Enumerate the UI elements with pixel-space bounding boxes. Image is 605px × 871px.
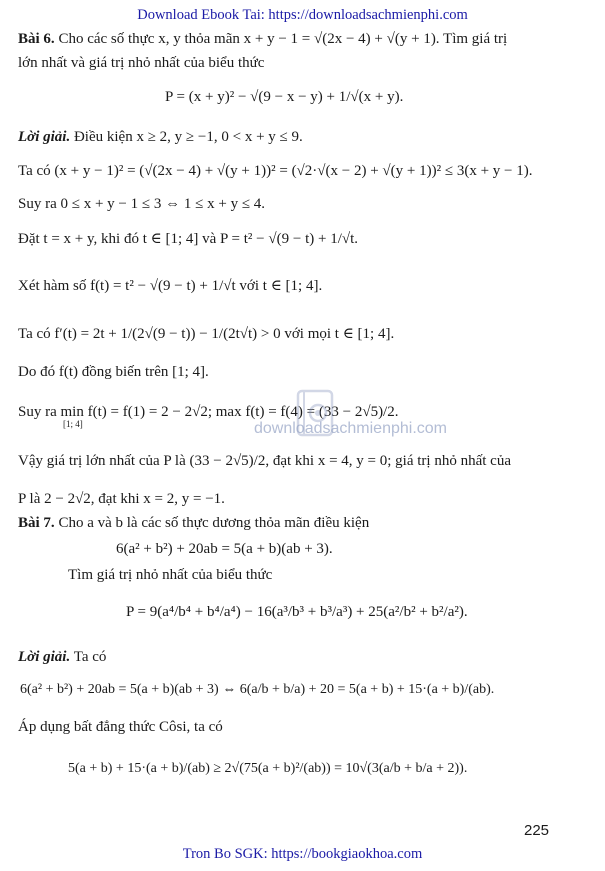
bai6-step6: Do đó f(t) đồng biến trên [1; 4]. [18, 364, 209, 380]
bai7-solution-label: Lời giải. [18, 649, 71, 665]
bai7-equation1: 6(a² + b²) + 20ab = 5(a + b)(ab + 3) ⇔ 6(a/b + b/a) + 20 = 5(a + b) + 15·(a + b)/(ab). [20, 682, 495, 697]
bai6-step7-subscript: [1; 4] [63, 419, 83, 429]
bai6-label: Bài 6. [18, 31, 55, 47]
bai6-step4: Xét hàm số f(t) = t² − √(9 − t) + 1/√t với t ∈ [1; 4]. [18, 278, 323, 294]
bai7-formula: P = 9(a⁴/b⁴ + b⁴/a⁴) − 16(a³/b³ + b³/a³) + 25(a²/b² + b²/a²). [126, 604, 468, 620]
bai6-step8: Vậy giá trị lớn nhất của P là (33 − 2√5)/2, đạt khi x = 4, y = 0; giá trị nhỏ nhất của [18, 453, 511, 469]
bai7-condition: 6(a² + b²) + 20ab = 5(a + b)(ab + 3). [116, 541, 333, 557]
bai7-stmt1: Cho a và b là các số thực dương thỏa mãn điều kiện [54, 515, 370, 531]
bai7-label: Bài 7. [18, 515, 55, 531]
bai7-cosi: Áp dụng bất đẳng thức Côsi, ta có [18, 719, 223, 735]
bai6-statement-line1 [18, 30, 507, 48]
bai7-equation2: 5(a + b) + 15·(a + b)/(ab) ≥ 2√(75(a + b)²/(ab)) = 10√(3(a/b + b/a + 2)). [68, 761, 468, 776]
bai7-statement-line2: Tìm giá trị nhỏ nhất của biểu thức [68, 567, 273, 583]
bai7-intro: Ta có [70, 649, 107, 665]
bai6-solution-condition [18, 128, 303, 146]
bai6-step5: Ta có f′(t) = 2t + 1/(2√(9 − t)) − 1/(2t√t) > 0 với mọi t ∈ [1; 4]. [18, 326, 395, 342]
watermark-text: downloadsachmienphi.com [254, 420, 447, 437]
bai6-solution-label: Lời giải. [18, 129, 71, 145]
bai6-condition: Điều kiện x ≥ 2, y ≥ −1, 0 < x + y ≤ 9. [70, 129, 303, 145]
bai6-step3: Đặt t = x + y, khi đó t ∈ [1; 4] và P = t² − √(9 − t) + 1/√t. [18, 231, 359, 247]
bai7-statement-line1 [18, 514, 369, 532]
bai7-solution-intro [18, 648, 106, 666]
bai6-step9: P là 2 − 2√2, đạt khi x = 2, y = −1. [18, 491, 225, 507]
bai6-formula: P = (x + y)² − √(9 − x − y) + 1/√(x + y). [165, 89, 404, 105]
bai6-step2: Suy ra 0 ≤ x + y − 1 ≤ 3 ⇔ 1 ≤ x + y ≤ 4. [18, 196, 266, 212]
bai6-stmt1: Cho các số thực x, y thỏa mãn x + y − 1 = √(2x − 4) + √(y + 1). Tìm giá trị [54, 31, 508, 47]
bai6-statement-line2: lớn nhất và giá trị nhỏ nhất của biểu thức [18, 55, 265, 71]
bai6-step7: Suy ra min f(t) = f(1) = 2 − 2√2; max f(t) = f(4) = (33 − 2√5)/2. [18, 404, 399, 420]
page-number: 225 [524, 822, 550, 839]
bai6-step1: Ta có (x + y − 1)² = (√(2x − 4) + √(y + 1))² = (√2·√(x − 2) + √(y + 1))² ≤ 3(x + y − 1). [18, 163, 533, 179]
header-link[interactable]: Download Ebook Tai: https://downloadsachmienphi.com [137, 7, 468, 23]
footer-link[interactable]: Tron Bo SGK: https://bookgiaokhoa.com [182, 846, 423, 862]
